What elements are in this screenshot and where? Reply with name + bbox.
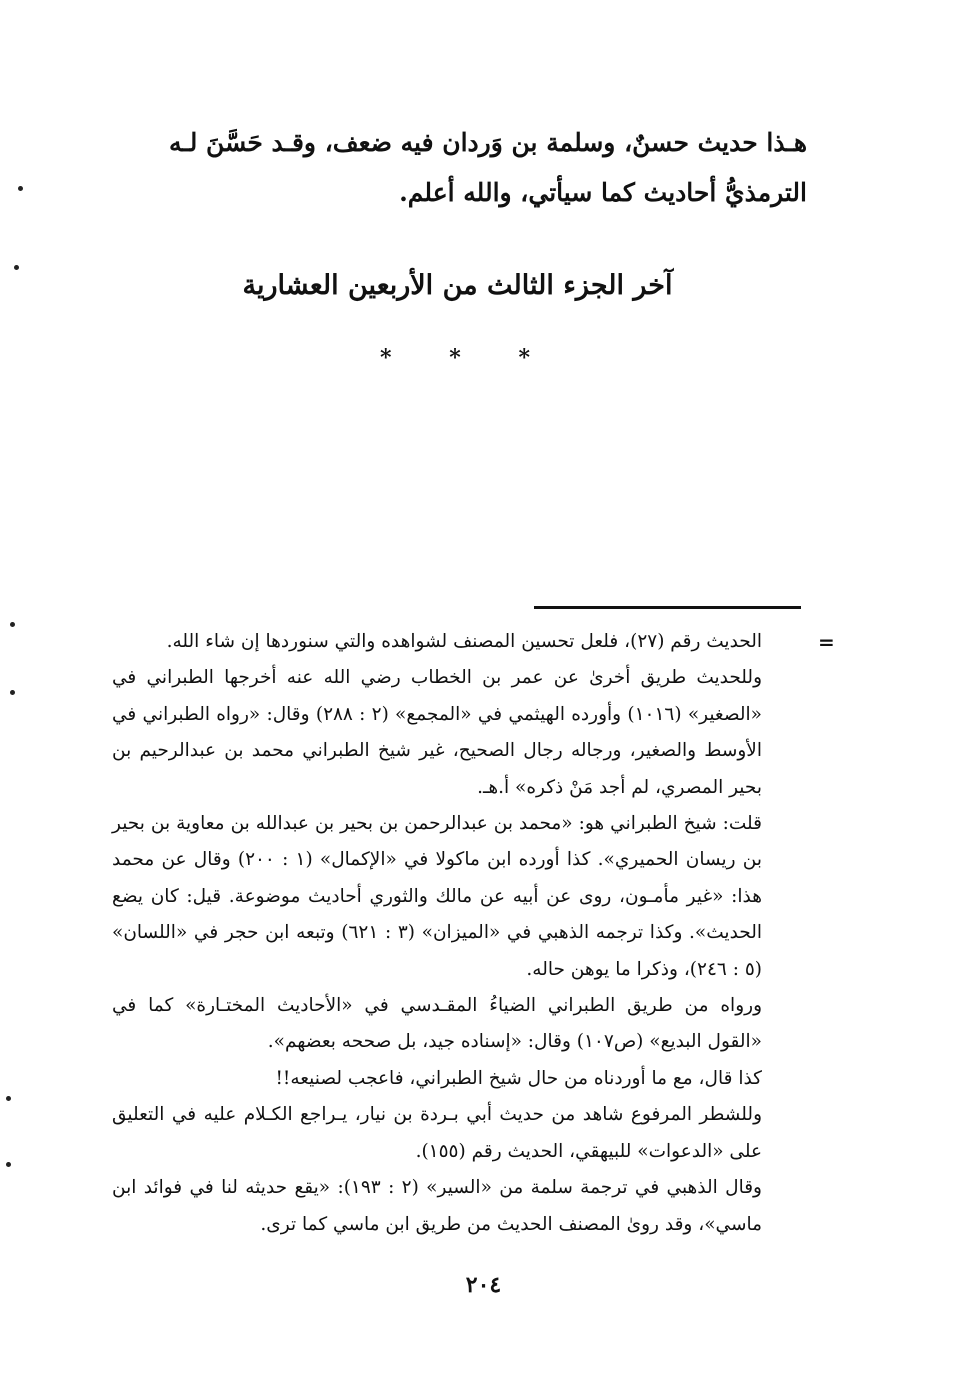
footnote-paragraph: وللحديث طريق أخرىٰ عن عمر بن الخطاب رضي الله عنه أخرجها الطبراني في «الصغير» (١٠١٦) وأورده الهيثمي في «المجمع» (٢ : ٢٨٨) وقال: «رواه الطبراني في الأوسط والصغير، ورجاله رجال الصحيح، غير شيخ الطبراني محمد بن عبدالرحيم بن بحير المصري، لم أجد مَنْ ذكره» أ.هـ. (112, 667, 762, 798)
part-end-heading: آخر الجزء الثالث من الأربعين العشارية (242, 270, 673, 301)
footnote-paragraph: كذا قال، مع ما أوردناه من حال شيخ الطبراني، فاعجب لصنيعه!! (275, 1067, 762, 1089)
star-ornament: * (449, 345, 461, 371)
scan-margin-speck (10, 690, 15, 695)
footnotes-block (112, 624, 762, 1243)
page-number: ٢٠٤ (465, 1272, 502, 1298)
footnote-paragraph: وقال الذهبي في ترجمة سلمة من «السير» (٢ : ١٩٣): «يقع حديثه لنا في فوائد ابن ماسي»، وقد روىٰ المصنف الحديث من طريق ابن ماسي كما ترى. (112, 1177, 762, 1235)
scan-margin-speck (18, 186, 23, 191)
footnote-paragraph: قلت: شيخ الطبراني هو: «محمد بن عبدالرحمن بن بحير بن عبدالله بن معاوية بن بحير بن ريسان الحميري». كذا أورده ابن ماكولا في «الإكمال» (١ : ٢٠٠) وقال عن محمد هذا: «غير مأمـون، روى عن أبيه عن مالك والثوري أحاديث موضوعة. قيل: كان يضع الحديث». وكذا ترجمه الذهبي في «الميزان» (٣ : ٦٢١) وتبعه ابن حجر في «اللسان» (٥ : ٢٤٦)، وذكرا ما يوهن حاله. (112, 813, 763, 980)
star-ornament: * (518, 345, 530, 371)
main-text-block (107, 118, 807, 218)
section-divider-stars (380, 345, 530, 371)
footnote-continuation-mark: = (818, 630, 835, 654)
footnote-paragraph: الحديث رقم (٢٧)، فلعل تحسين المصنف لشواهده والتي سنوردها إن شاء الله. (166, 631, 762, 652)
scan-margin-speck (14, 265, 19, 270)
main-text-line: الترمذيُّ أحاديث كما سيأتي، والله أعلم. (399, 178, 807, 207)
scan-margin-speck (6, 1096, 11, 1101)
footnote-paragraph: ورواه من طريق الطبراني الضياءُ المقـدسي في «الأحاديث المختـارة» كما في «القول البديع» (ص١٠٧) وقال: «إسناده جيد، بل صححه بعضهم». (112, 995, 762, 1053)
star-ornament: * (380, 345, 392, 371)
footnote-paragraph: وللشطر المرفوع شاهد من حديث أبي بـردة بن نيار، يـراجع الكـلام عليه في التعليق على «الدعوات» للبيهقي، الحديث رقم (١٥٥). (112, 1104, 763, 1162)
scan-margin-speck (10, 622, 15, 627)
footnote-separator (534, 606, 801, 609)
main-text-line: هـذا حديث حسنٌ، وسلمة بن وَردان فيه ضعف، وقـد حَسَّنَ لـه (168, 128, 807, 157)
scan-margin-speck (6, 1162, 11, 1167)
